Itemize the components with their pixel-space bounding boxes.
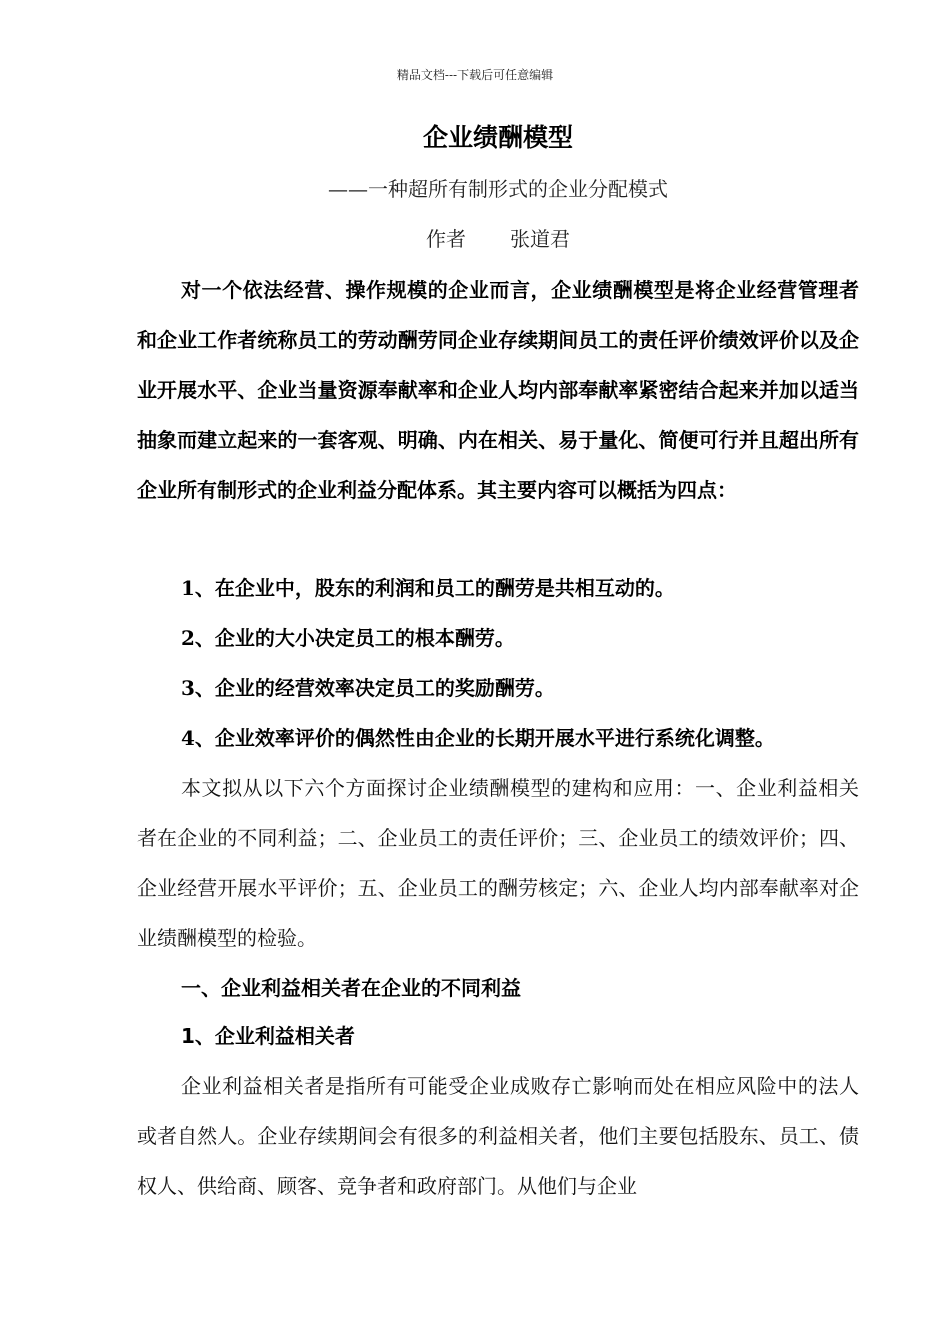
outline-paragraph: 本文拟从以下六个方面探讨企业绩酬模型的建构和应用：一、企业利益相关者在企业的不同利益；二、企业员工的责任评价；三、企业员工的绩效评价；四、企业经营开展水平评价；五、企业员工的酬劳核定；六、企业人均内部奉献率对企业绩酬模型的检验。: [137, 776, 859, 950]
subsection-heading: 1、企业利益相关者: [181, 1024, 355, 1048]
key-point-1: 1、在企业中，股东的利润和员工的酬劳是共相互动的。: [181, 576, 675, 600]
author-name: 张道君: [510, 227, 570, 251]
stakeholder-paragraph: 企业利益相关者是指所有可能受企业成败存亡影响而处在相应风险中的法人或者自然人。企业存续期间会有很多的利益相关者，他们主要包括股东、员工、债权人、供给商、顾客、竞争者和政府部门。从他们与企业: [137, 1074, 859, 1198]
key-point-2: 2、企业的大小决定员工的根本酬劳。: [181, 626, 515, 650]
author-label: 作者: [426, 227, 466, 251]
intro-paragraph: 对一个依法经营、操作规模的企业而言，企业绩酬模型是将企业经营管理者和企业工作者统称员工的劳动酬劳同企业存续期间员工的责任评价绩效评价以及企业开展水平、企业当量资源奉献率和企业人均内部奉献率紧密结合起来并加以适当抽象而建立起来的一套客观、明确、内在相关、易于量化、简便可行并且超出所有企业所有制形式的企业利益分配体系。其主要内容可以概括为四点：: [137, 278, 859, 502]
section-heading: 一、企业利益相关者在企业的不同利益: [181, 976, 521, 1000]
key-point-4: 4、企业效率评价的偶然性由企业的长期开展水平进行系统化调整。: [181, 726, 775, 750]
author-line: [0, 222, 950, 256]
document-title: 企业绩酬模型: [422, 123, 573, 152]
key-point-3: 3、企业的经营效率决定员工的奖励酬劳。: [181, 676, 555, 700]
document-subtitle: ——一种超所有制形式的企业分配模式: [328, 177, 668, 201]
header-note: 精品文档---下载后可任意编辑: [396, 68, 554, 82]
